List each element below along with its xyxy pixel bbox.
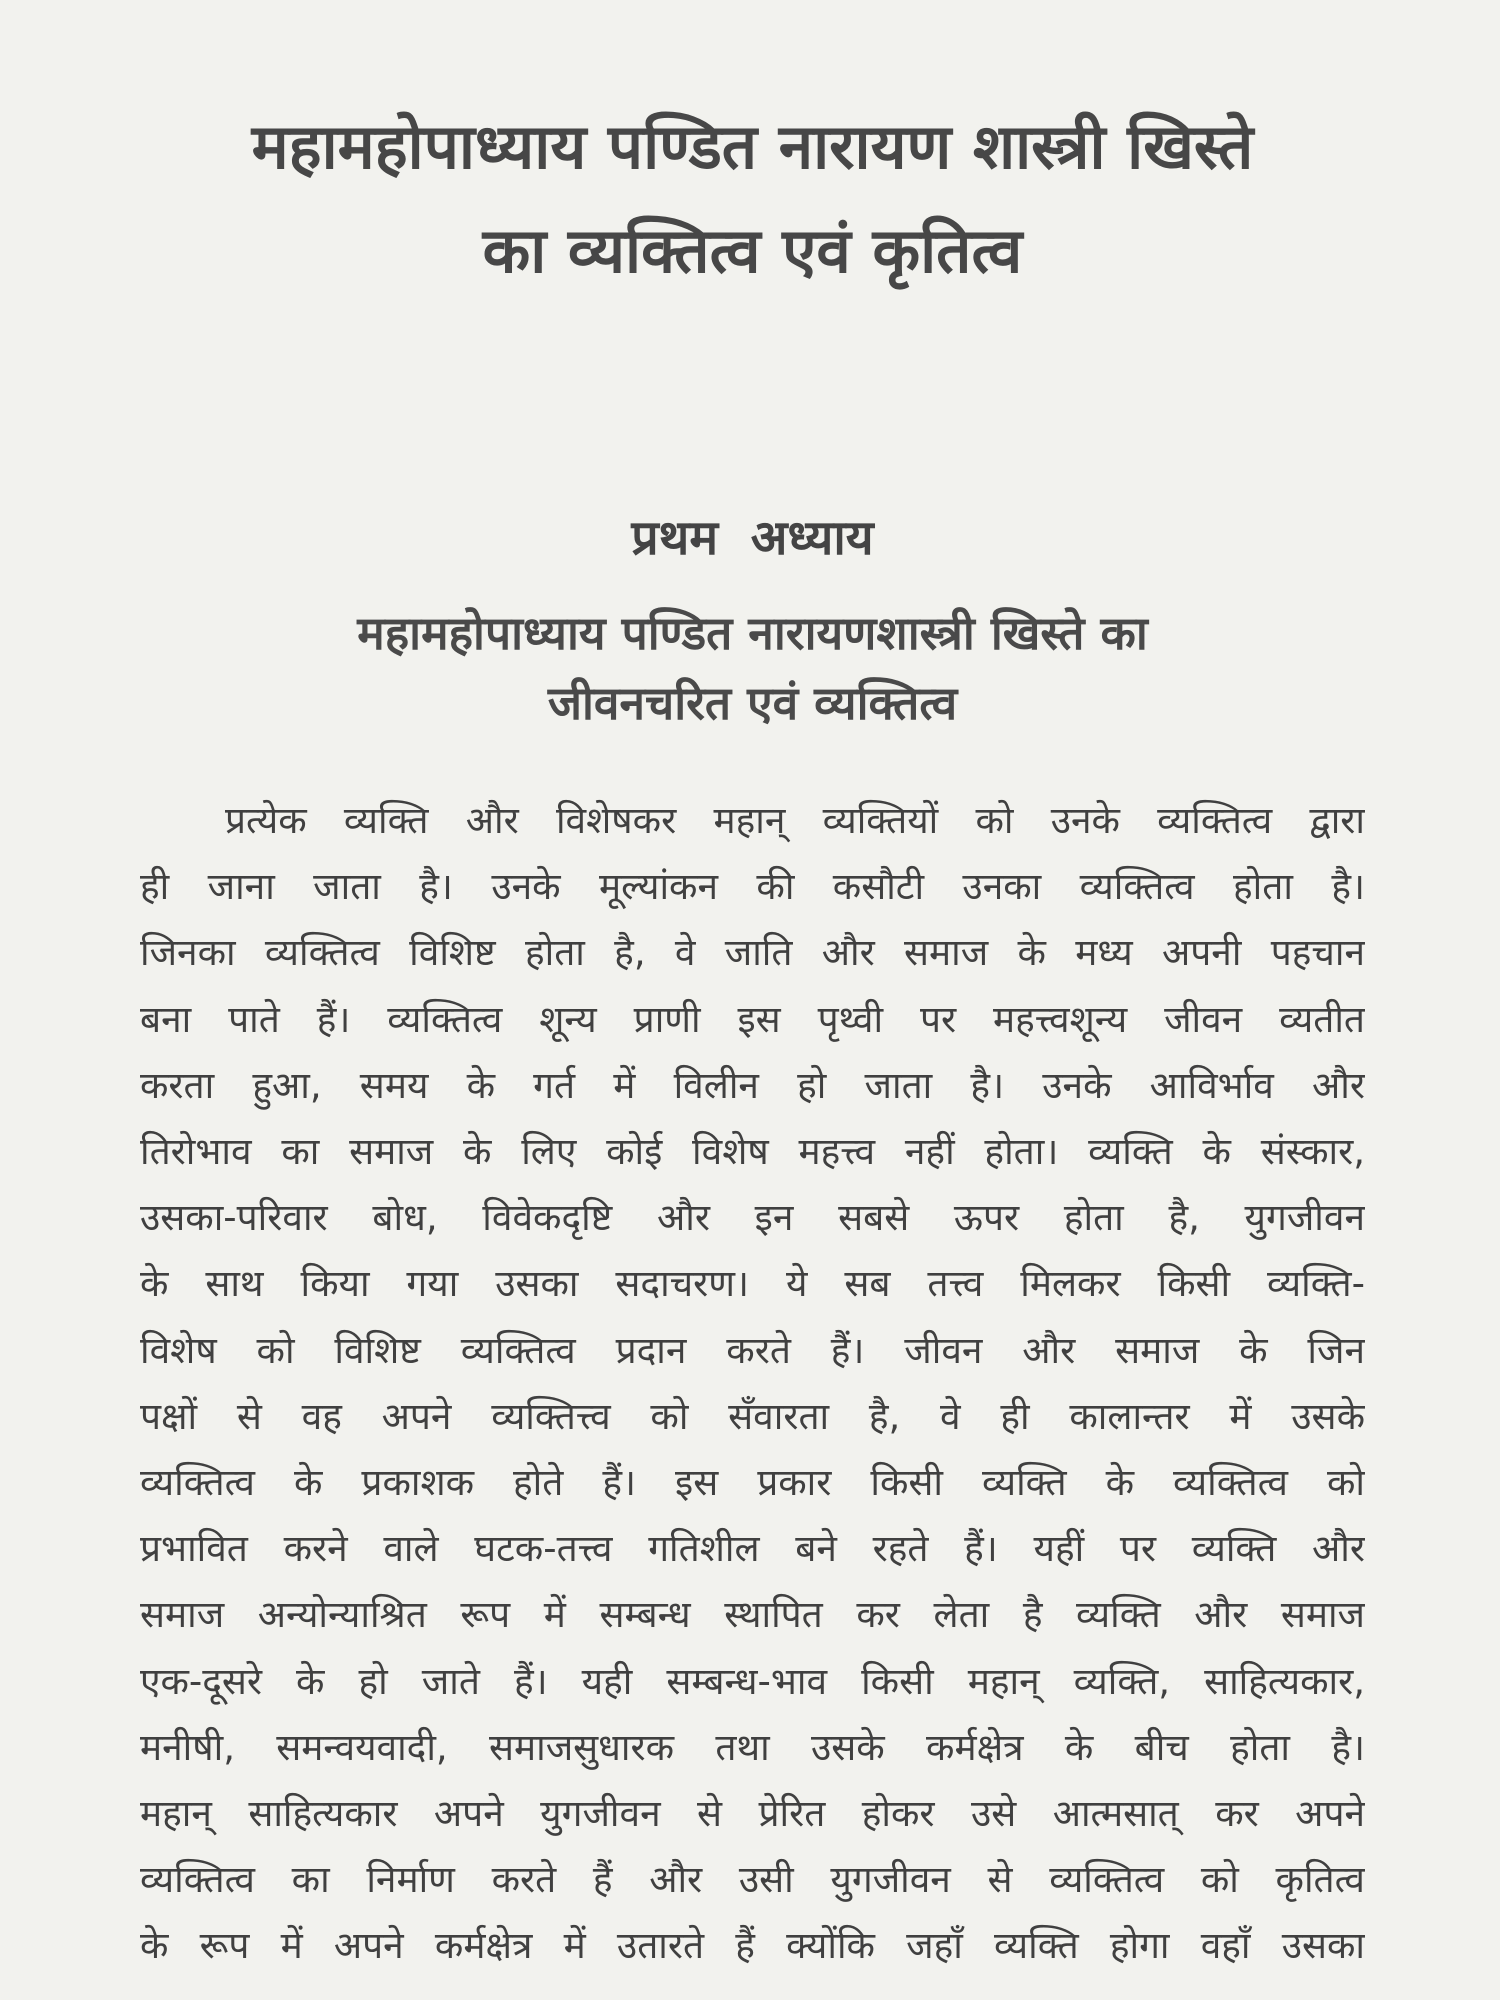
book-title [140, 95, 1365, 303]
body-line: उसका-परिवार बोध, विवेकदृष्टि और इन सबसे ऊपर होता है, युगजीवन [140, 1196, 1365, 1240]
chapter-title-line-1: महामहोपाध्याय पण्डित नारायणशास्त्री खिस्ते का [357, 606, 1148, 660]
body-line: करता हुआ, समय के गर्त में विलीन हो जाता है। उनके आविर्भाव और [140, 1063, 1365, 1107]
body-line: बना पाते हैं। व्यक्तित्व शून्य प्राणी इस पृथ्वी पर महत्त्वशून्य जीवन व्यतीत [140, 997, 1365, 1041]
body-line: प्रत्येक व्यक्ति और विशेषकर महान् व्यक्तियों को उनके व्यक्तित्व द्वारा [225, 799, 1365, 842]
body-line: पक्षों से वह अपने व्यक्तित्त्व को सँवारता है, वे ही कालान्तर में उसके [140, 1394, 1365, 1438]
body-line: विशेष को विशिष्ट व्यक्तित्व प्रदान करते हैं। जीवन और समाज के जिन [140, 1328, 1365, 1372]
body-line: के साथ किया गया उसका सदाचरण। ये सब तत्त्व मिलकर किसी व्यक्ति- [140, 1262, 1365, 1306]
body-line: व्यक्तित्व का निर्माण करते हैं और उसी युगजीवन से व्यक्तित्व को कृतित्व [140, 1858, 1365, 1902]
book-title-line-1: महामहोपाध्याय पण्डित नारायण शास्त्री खिस्ते [251, 110, 1254, 183]
chapter-label: प्रथम अध्याय [631, 510, 874, 566]
body-line: एक-दूसरे के हो जाते हैं। यही सम्बन्ध-भाव किसी महान् व्यक्ति, साहित्यकार, [140, 1659, 1365, 1703]
chapter-title-line-2: जीवनचरित एवं व्यक्तित्व [547, 676, 958, 730]
book-title-line-2: का व्यक्तित्व एवं कृतित्व [482, 214, 1023, 287]
body-line: तिरोभाव का समाज के लिए कोई विशेष महत्त्व नहीं होता। व्यक्ति के संस्कार, [140, 1130, 1365, 1174]
body-paragraph [140, 788, 1365, 1980]
body-line: प्रभावित करने वाले घटक-तत्त्व गतिशील बने रहते हैं। यहीं पर व्यक्ति और [140, 1527, 1365, 1571]
body-line: जिनका व्यक्तित्व विशिष्ट होता है, वे जाति और समाज के मध्य अपनी पहचान [140, 931, 1365, 975]
body-line: मनीषी, समन्वयवादी, समाजसुधारक तथा उसके कर्मक्षेत्र के बीच होता है। [140, 1725, 1365, 1769]
body-line: के रूप में अपने कर्मक्षेत्र में उतारते हैं क्योंकि जहाँ व्यक्ति होगा वहाँ उसका [140, 1924, 1365, 1968]
body-line: ही जाना जाता है। उनके मूल्यांकन की कसौटी उनका व्यक्तित्व होता है। [140, 865, 1365, 909]
chapter-title [140, 598, 1365, 738]
body-line: महान् साहित्यकार अपने युगजीवन से प्रेरित होकर उसे आत्मसात् कर अपने [140, 1792, 1365, 1836]
body-line: व्यक्तित्व के प्रकाशक होते हैं। इस प्रकार किसी व्यक्ति के व्यक्तित्व को [140, 1461, 1365, 1505]
body-line: समाज अन्योन्याश्रित रूप में सम्बन्ध स्थापित कर लेता है व्यक्ति और समाज [140, 1593, 1365, 1637]
